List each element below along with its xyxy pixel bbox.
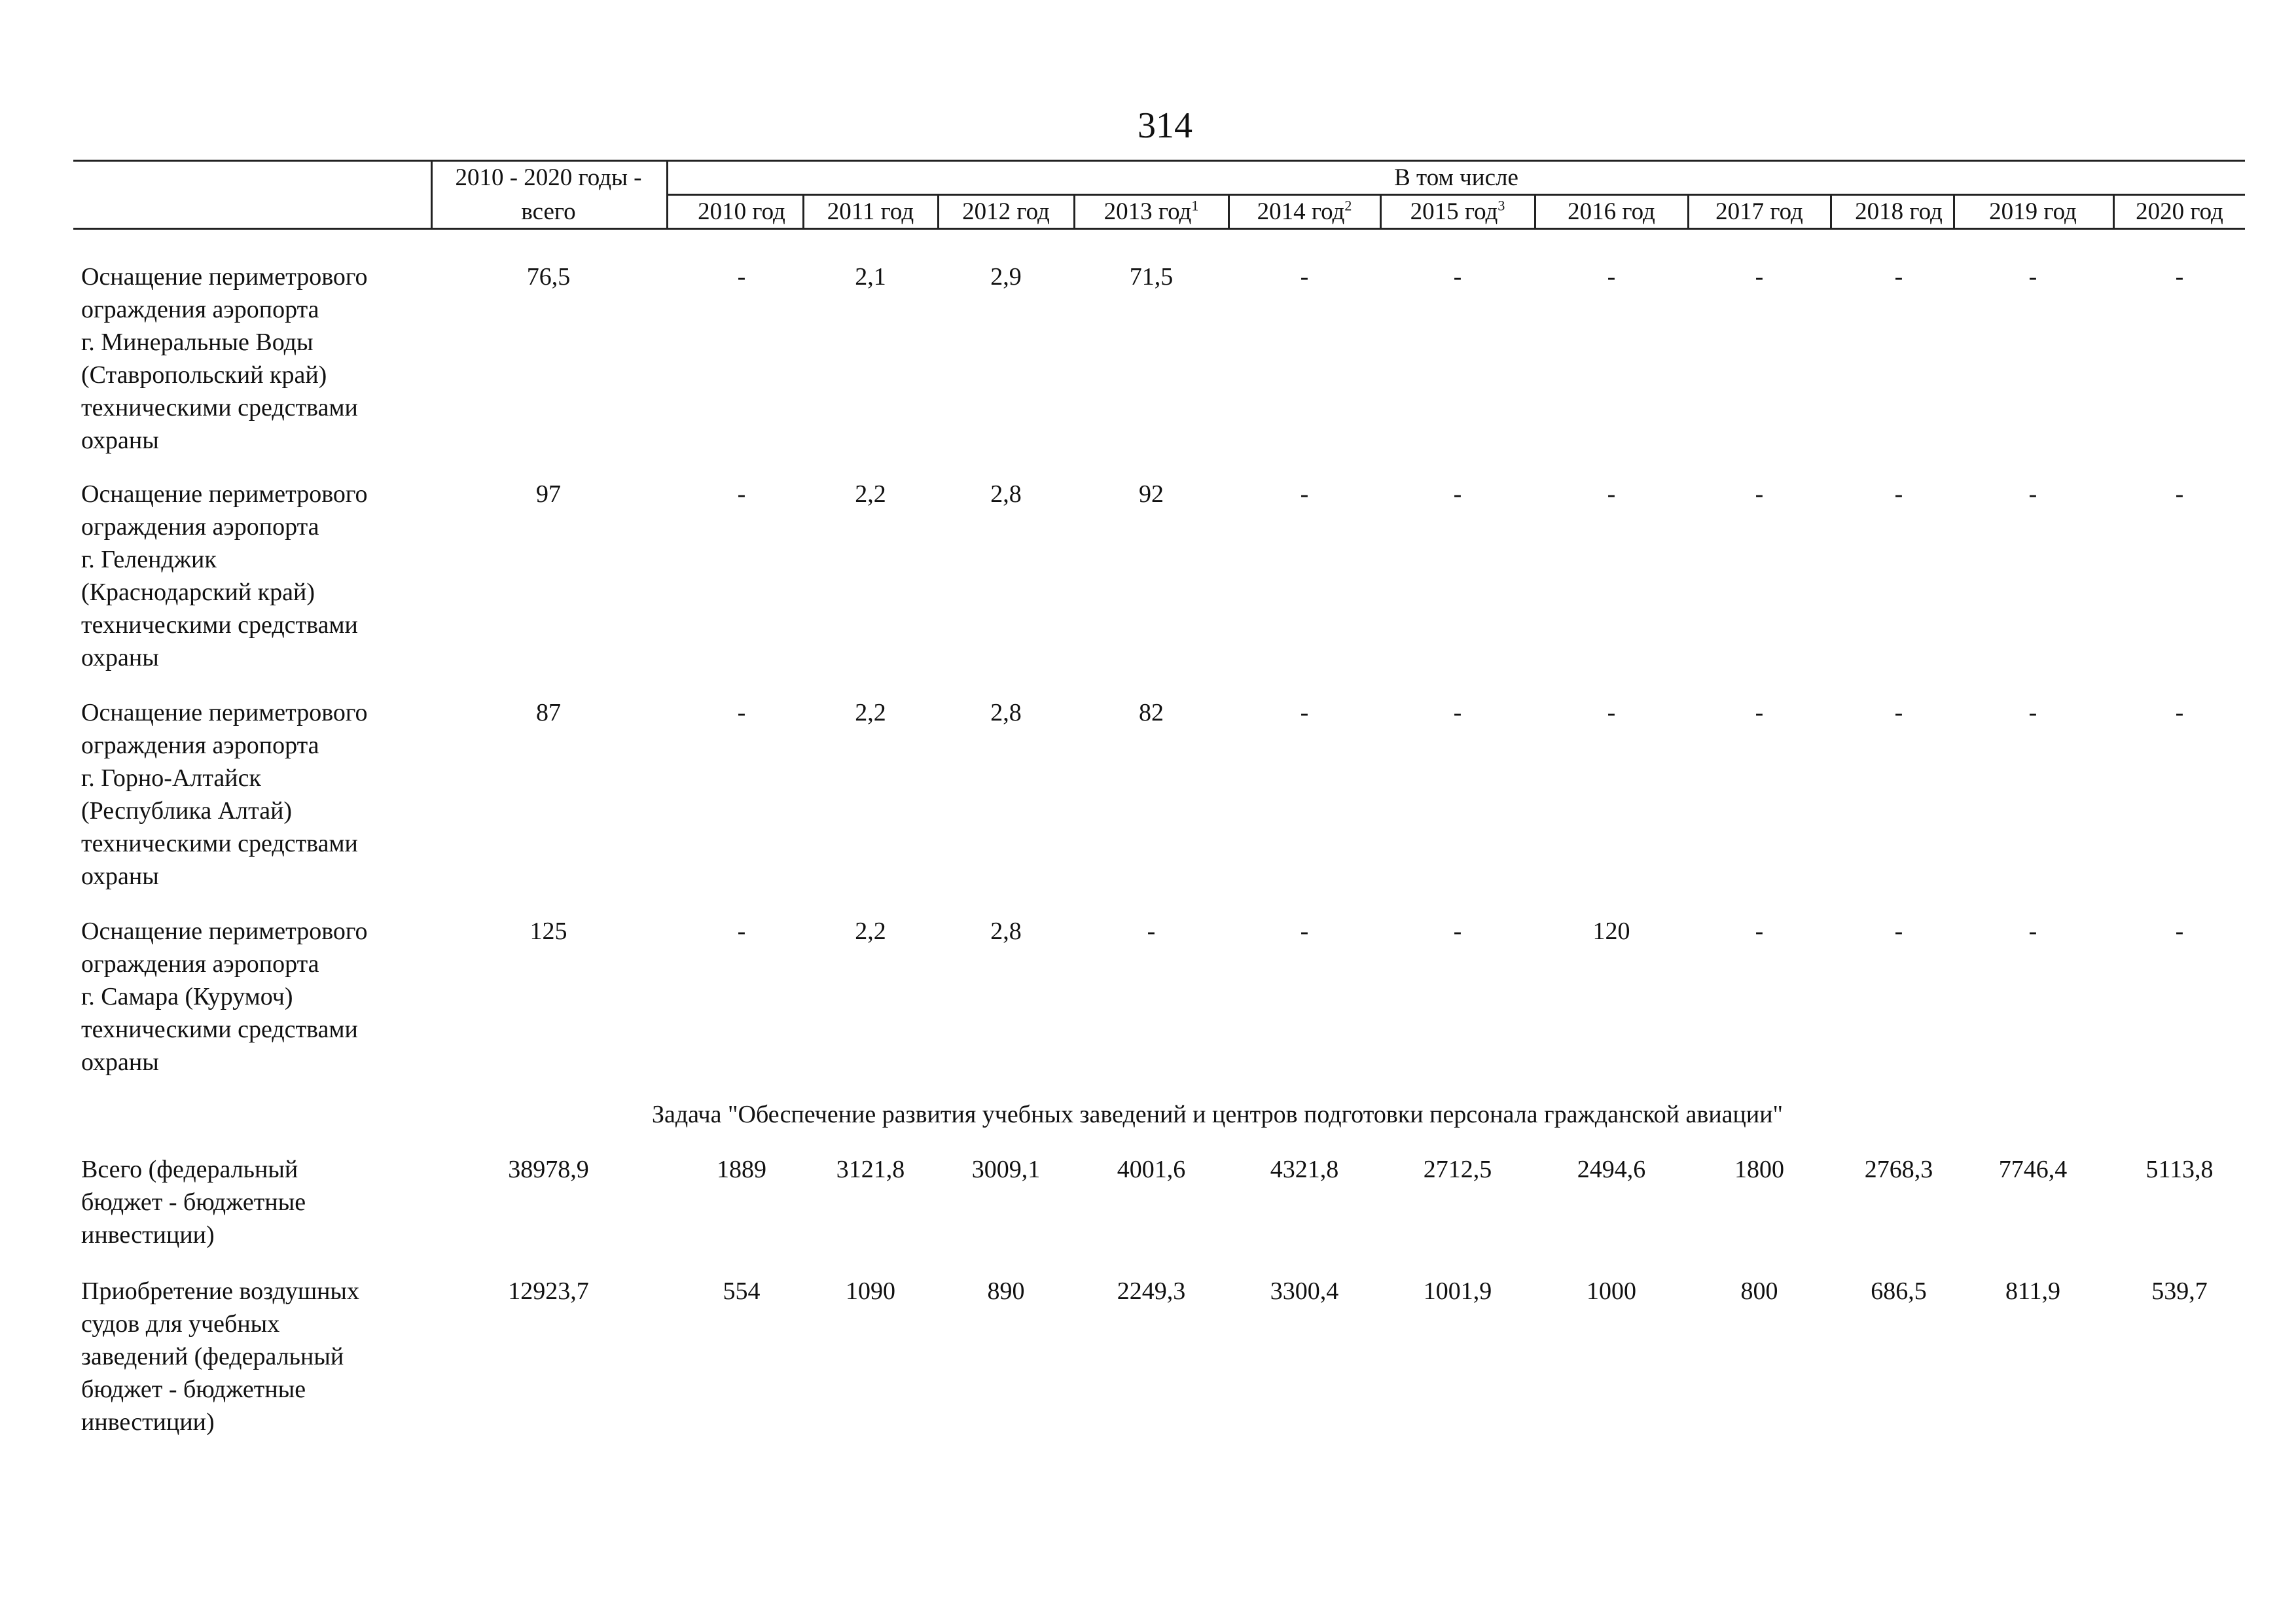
row-value: 5113,8: [2145, 1156, 2214, 1183]
header-year-footnote: 3: [1498, 197, 1505, 214]
row-value: -: [737, 480, 746, 508]
header-year-1: [804, 198, 937, 226]
row-value: 1000: [1587, 1277, 1636, 1305]
header-year-label: 2013 год: [1103, 198, 1192, 225]
row-value: 686,5: [1871, 1277, 1927, 1305]
row-value: -: [1894, 263, 1903, 291]
header-year-label: 2015 год: [1410, 198, 1498, 225]
row-value: 811,9: [2005, 1277, 2061, 1305]
row-value: 2712,5: [1423, 1156, 1492, 1183]
header-year-5: [1381, 198, 1534, 226]
header-total-line2: всего: [521, 198, 576, 225]
header-year-label: 2016 год: [1568, 198, 1655, 225]
header-year-6: [1535, 198, 1687, 226]
row-value: -: [1300, 918, 1309, 945]
row-value: -: [737, 699, 746, 726]
row-value: -: [2175, 918, 2184, 945]
header-year-footnote: 1: [1191, 197, 1199, 214]
row-value: -: [1894, 699, 1903, 726]
row-label: Оснащение периметрового ограждения аэропорта г. Минеральные Воды (Ставропольский край) техническими средствами охраны: [81, 263, 368, 454]
header-year-4: [1229, 198, 1380, 226]
header-year-7: [1689, 198, 1830, 226]
header-total-line1: 2010 - 2020 годы -: [455, 164, 642, 191]
row-value: -: [1453, 699, 1462, 726]
row-label: Оснащение периметрового ограждения аэропорта г. Геленджик (Краснодарский край) техническими средствами охраны: [81, 480, 368, 671]
row-value: -: [1147, 918, 1156, 945]
row-value: 554: [723, 1277, 761, 1305]
header-group-label: В том числе: [1394, 164, 1518, 191]
row-value: 2,8: [990, 480, 1022, 508]
header-year-label: 2018 год: [1855, 198, 1943, 225]
row-value: -: [2175, 263, 2184, 291]
row-value: -: [1755, 918, 1764, 945]
row-total: 87: [536, 699, 561, 726]
header-year-0: [668, 198, 816, 226]
row-value: -: [1607, 263, 1616, 291]
header-year-label: 2017 год: [1715, 198, 1803, 225]
header-bottom-rule: [73, 228, 2245, 230]
row-value: -: [1755, 699, 1764, 726]
row-value: -: [1894, 480, 1903, 508]
row-value: 3121,8: [836, 1156, 905, 1183]
row-value: -: [2028, 918, 2037, 945]
row-value: -: [1894, 918, 1903, 945]
row-value: 2,2: [855, 480, 886, 508]
row-value: 82: [1139, 699, 1164, 726]
header-year-footnote: 2: [1344, 197, 1352, 214]
row-value: -: [1755, 480, 1764, 508]
row-value: 2,1: [855, 263, 886, 291]
row-value: -: [1607, 699, 1616, 726]
header-year-9: [1954, 198, 2111, 226]
row-value: -: [1453, 918, 1462, 945]
header-year-10: [2114, 198, 2245, 226]
row-value: -: [737, 263, 746, 291]
header-year-2: [939, 198, 1073, 226]
row-value: -: [1755, 263, 1764, 291]
row-value: 1001,9: [1423, 1277, 1492, 1305]
row-value: 1800: [1734, 1156, 1784, 1183]
header-top-rule: [73, 160, 2245, 162]
row-value: 4321,8: [1270, 1156, 1339, 1183]
row-value: 1889: [717, 1156, 766, 1183]
row-value: 92: [1139, 480, 1164, 508]
page-number: 314: [1138, 105, 1193, 146]
row-value: 4001,6: [1117, 1156, 1186, 1183]
row-total: 125: [529, 918, 567, 945]
row-value: -: [2175, 480, 2184, 508]
row-value: -: [1607, 480, 1616, 508]
row-value: -: [1453, 480, 1462, 508]
row-value: -: [2175, 699, 2184, 726]
row-value: 120: [1592, 918, 1630, 945]
header-year-label: 2014 год: [1257, 198, 1345, 225]
header-year-label: 2011 год: [827, 198, 914, 225]
header-year-8: [1831, 198, 1966, 226]
header-year-label: 2010 год: [698, 198, 785, 225]
header-year-label: 2019 год: [1989, 198, 2077, 225]
row-label: Всего (федеральный бюджет - бюджетные инвестиции): [81, 1156, 306, 1249]
row-total: 97: [536, 480, 561, 508]
row-value: 71,5: [1129, 263, 1174, 291]
row-value: 2,2: [855, 918, 886, 945]
row-value: 800: [1740, 1277, 1778, 1305]
row-label: Оснащение периметрового ограждения аэропорта г. Горно-Алтайск (Республика Алтай) техническими средствами охраны: [81, 699, 368, 890]
row-value: -: [2028, 699, 2037, 726]
row-value: -: [1300, 263, 1309, 291]
row-value: 2,9: [990, 263, 1022, 291]
header-year-label: 2020 год: [2136, 198, 2223, 225]
row-value: 1090: [846, 1277, 895, 1305]
row-value: -: [1300, 480, 1309, 508]
row-value: 2249,3: [1117, 1277, 1186, 1305]
row-label: Приобретение воздушных судов для учебных заведений (федеральный бюджет - бюджетные инвестиции): [81, 1277, 359, 1436]
header-year-3: [1075, 198, 1228, 226]
row-value: 2768,3: [1864, 1156, 1933, 1183]
row-value: 2,2: [855, 699, 886, 726]
row-value: 2,8: [990, 699, 1022, 726]
row-label: Оснащение периметрового ограждения аэропорта г. Самара (Курумоч) техническими средствами охраны: [81, 918, 368, 1076]
task-title: Задача "Обеспечение развития учебных заведений и центров подготовки персонала гражданской авиации": [651, 1101, 1784, 1128]
row-value: 539,7: [2151, 1277, 2208, 1305]
row-value: -: [1453, 263, 1462, 291]
row-value: 3009,1: [971, 1156, 1041, 1183]
row-total: 12923,7: [508, 1277, 589, 1305]
row-value: 3300,4: [1270, 1277, 1339, 1305]
row-value: -: [2028, 480, 2037, 508]
row-value: -: [1300, 699, 1309, 726]
header-mid-rule: [666, 194, 2245, 196]
row-total: 76,5: [526, 263, 571, 291]
row-value: -: [737, 918, 746, 945]
header-year-label: 2012 год: [962, 198, 1050, 225]
row-value: 2494,6: [1577, 1156, 1646, 1183]
row-value: 2,8: [990, 918, 1022, 945]
row-value: -: [2028, 263, 2037, 291]
row-total: 38978,9: [508, 1156, 589, 1183]
row-value: 7746,4: [1998, 1156, 2068, 1183]
row-value: 890: [987, 1277, 1025, 1305]
